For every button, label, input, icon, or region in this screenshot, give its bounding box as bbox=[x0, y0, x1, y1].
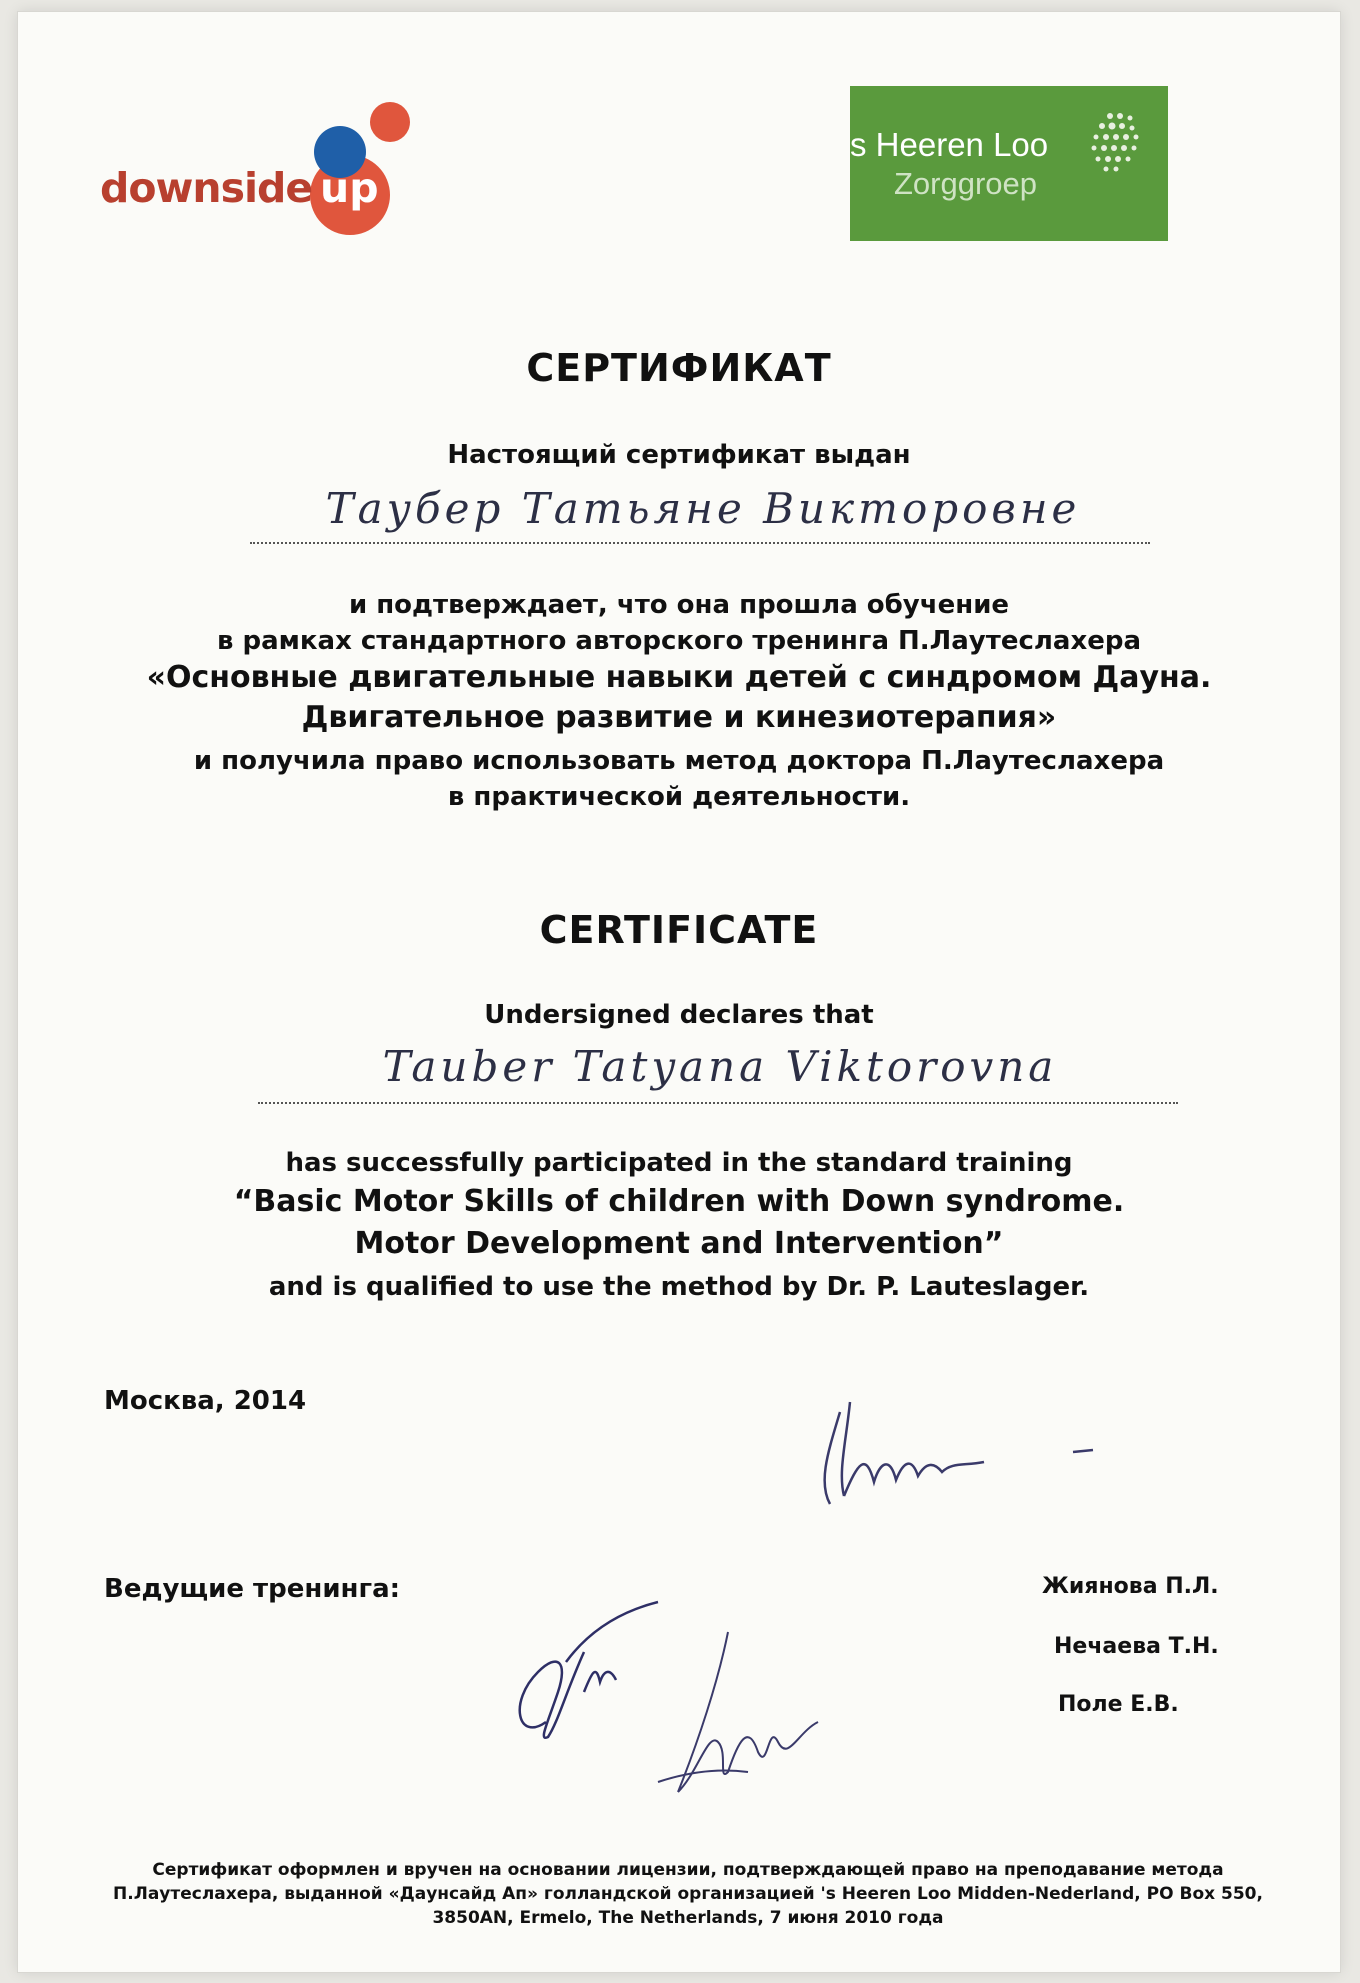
dot-pattern-icon bbox=[1080, 108, 1150, 178]
up-logo-text: up bbox=[320, 164, 379, 212]
ru-text-line-4: в практической деятельности. bbox=[447, 782, 911, 812]
en-recipient-name: Tauber Tatyana Viktorovna bbox=[382, 1042, 1058, 1091]
footer-line-1: Сертификат оформлен и вручен на основании лицензии, подтверждающей право на преподавание метода bbox=[152, 1860, 1224, 1880]
heeren-loo-title: s Heeren Loo bbox=[850, 126, 1049, 163]
ru-text-line-1: и подтверждает, что она прошла обучение bbox=[348, 590, 1010, 620]
en-declares-text: Undersigned declares that bbox=[484, 1000, 874, 1030]
place-date: Москва, 2014 bbox=[104, 1386, 307, 1416]
trainers-label: Ведущие тренинга: bbox=[104, 1574, 401, 1604]
en-course-title-1: “Basic Motor Skills of children with Down syndrome. bbox=[233, 1184, 1125, 1219]
downside-logo-text: downside bbox=[100, 164, 313, 212]
heeren-loo-logo bbox=[850, 86, 1168, 241]
downside-up-logo bbox=[100, 90, 440, 240]
footer-line-2: П.Лаутеслахера, выданной «Даунсайд Ап» голландской организацией 's Heeren Loo Midden-Nederland, PO Box 550, bbox=[113, 1884, 1263, 1904]
ru-recipient-name: Таубер Татьяне Викторовне bbox=[325, 484, 1081, 533]
signature-3-icon bbox=[618, 1622, 918, 1822]
ru-course-title-2: Двигательное развитие и кинезиотерапия» bbox=[301, 700, 1057, 735]
footer-line-3: 3850AN, Ermelo, The Netherlands, 7 июня 2010 года bbox=[432, 1908, 944, 1928]
certificate-page bbox=[18, 12, 1340, 1972]
en-text-line-2: and is qualified to use the method by Dr. P. Lauteslager. bbox=[268, 1272, 1090, 1302]
en-title: CERTIFICATE bbox=[539, 908, 819, 952]
en-name-dotted-line bbox=[258, 1102, 1178, 1104]
ru-issued-text: Настоящий сертификат выдан bbox=[447, 440, 911, 470]
trainer-2: Нечаева Т.Н. bbox=[1054, 1634, 1219, 1659]
ru-course-title-1: «Основные двигательные навыки детей с синдромом Дауна. bbox=[146, 660, 1212, 695]
signature-1-icon bbox=[788, 1392, 1108, 1522]
heeren-loo-subtitle: Zorggroep bbox=[894, 166, 1038, 201]
ru-text-line-3: и получила право использовать метод доктора П.Лаутеслахера bbox=[193, 746, 1165, 776]
en-course-title-2: Motor Development and Intervention” bbox=[354, 1226, 1004, 1261]
ru-title: СЕРТИФИКАТ bbox=[526, 346, 832, 390]
footer-text bbox=[98, 1858, 1278, 1930]
trainer-1: Жиянова П.Л. bbox=[1042, 1574, 1219, 1599]
trainer-3: Поле Е.В. bbox=[1058, 1692, 1179, 1717]
ru-text-line-2: в рамках стандартного авторского тренинга П.Лаутеслахера bbox=[216, 626, 1142, 656]
ru-name-dotted-line bbox=[250, 542, 1150, 544]
en-text-line-1: has successfully participated in the standard training bbox=[285, 1148, 1073, 1178]
